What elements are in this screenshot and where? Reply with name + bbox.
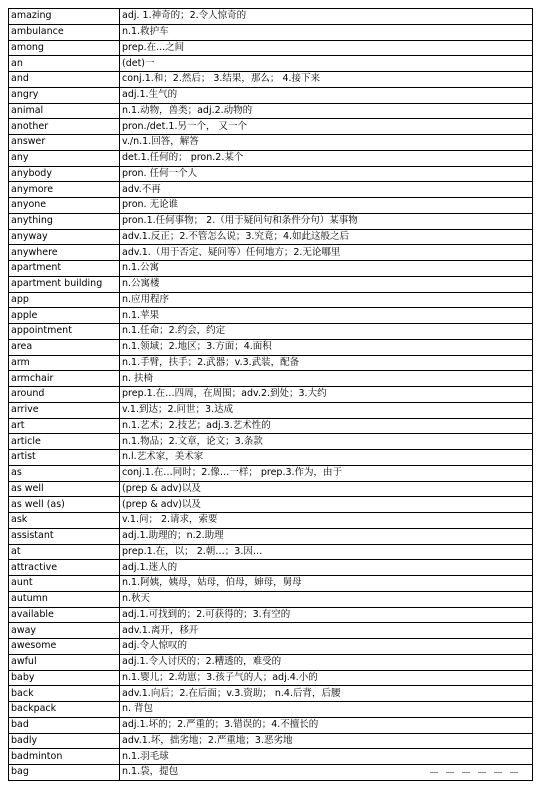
vocab-word: as well: [9, 481, 120, 497]
vocab-definition: (det)一: [120, 56, 533, 72]
vocab-word: answer: [9, 135, 120, 151]
vocab-word: art: [9, 418, 120, 434]
vocabulary-table: [8, 8, 533, 781]
vocab-word: among: [9, 40, 120, 56]
vocab-row: [9, 481, 533, 497]
vocab-definition: pron./det.1.另一个， 又一个: [120, 119, 533, 135]
vocab-word: assistant: [9, 528, 120, 544]
vocab-row: [9, 371, 533, 387]
vocab-row: [9, 150, 533, 166]
vocab-word: artist: [9, 450, 120, 466]
bottom-right-decoration: [422, 768, 532, 778]
vocab-definition: adj.1.生气的: [120, 87, 533, 103]
vocab-definition: n.1.任命；2.约会，约定: [120, 324, 533, 340]
vocab-row: [9, 213, 533, 229]
vocab-row: [9, 245, 533, 261]
vocab-row: [9, 702, 533, 718]
vocab-row: [9, 135, 533, 151]
vocab-word: away: [9, 623, 120, 639]
vocab-row: [9, 497, 533, 513]
vocab-row: [9, 528, 533, 544]
vocab-word: app: [9, 292, 120, 308]
vocab-word: animal: [9, 103, 120, 119]
vocab-row: [9, 402, 533, 418]
vocab-word: at: [9, 544, 120, 560]
vocab-definition: n.应用程序: [120, 292, 533, 308]
vocab-row: [9, 56, 533, 72]
vocab-word: another: [9, 119, 120, 135]
vocab-row: [9, 261, 533, 277]
vocab-word: attractive: [9, 560, 120, 576]
vocab-definition: adv.1.离开，移开: [120, 623, 533, 639]
vocab-word: apple: [9, 308, 120, 324]
vocab-definition: n.1.苹果: [120, 308, 533, 324]
vocab-definition: (prep & adv)以及: [120, 497, 533, 513]
vocab-row: [9, 387, 533, 403]
vocab-row: [9, 686, 533, 702]
vocab-word: around: [9, 387, 120, 403]
vocab-word: article: [9, 434, 120, 450]
vocab-word: anyway: [9, 229, 120, 245]
vocab-definition: conj.1.和；2.然后； 3.结果，那么； 4.接下来: [120, 72, 533, 88]
vocab-row: [9, 450, 533, 466]
vocab-definition: pron.1.任何事物； 2.（用于疑问句和条件分句）某事物: [120, 213, 533, 229]
vocab-definition: n.公寓楼: [120, 276, 533, 292]
vocab-word: anything: [9, 213, 120, 229]
vocab-row: [9, 72, 533, 88]
vocab-definition: n. 背包: [120, 702, 533, 718]
vocab-word: an: [9, 56, 120, 72]
vocab-row: [9, 198, 533, 214]
vocab-word: apartment building: [9, 276, 120, 292]
vocab-definition: n.1.救护车: [120, 24, 533, 40]
vocab-row: [9, 733, 533, 749]
vocab-row: [9, 292, 533, 308]
vocab-word: arm: [9, 355, 120, 371]
vocab-definition: adj.1.迷人的: [120, 560, 533, 576]
vocab-row: [9, 308, 533, 324]
vocab-definition: n.1.羽毛球: [120, 749, 533, 765]
vocab-definition: n.1.物品；2.文章，论文；3.条款: [120, 434, 533, 450]
vocab-word: badly: [9, 733, 120, 749]
vocab-definition: adj.令人惊叹的: [120, 639, 533, 655]
vocab-row: [9, 87, 533, 103]
vocab-row: [9, 40, 533, 56]
vocab-definition: adv.1.向后；2.在后面；v.3.资助； n.4.后背，后腰: [120, 686, 533, 702]
vocab-definition: det.1.任何的； pron.2.某个: [120, 150, 533, 166]
vocab-word: awesome: [9, 639, 120, 655]
vocab-word: appointment: [9, 324, 120, 340]
vocab-word: badminton: [9, 749, 120, 765]
vocab-definition: n.秋天: [120, 591, 533, 607]
vocab-row: [9, 103, 533, 119]
vocab-word: available: [9, 607, 120, 623]
vocab-definition: adv.不再: [120, 182, 533, 198]
vocab-word: baby: [9, 670, 120, 686]
vocab-definition: v./n.1.回答，解答: [120, 135, 533, 151]
vocab-row: [9, 465, 533, 481]
vocab-row: [9, 544, 533, 560]
vocab-definition: n.1.领域；2.地区；3.方面；4.面积: [120, 339, 533, 355]
vocab-row: [9, 717, 533, 733]
vocab-word: aunt: [9, 576, 120, 592]
vocab-word: angry: [9, 87, 120, 103]
vocab-word: any: [9, 150, 120, 166]
vocab-row: [9, 434, 533, 450]
vocab-definition: adj.1.助理的；n.2.助理: [120, 528, 533, 544]
vocab-row: [9, 355, 533, 371]
vocab-definition: n. 扶椅: [120, 371, 533, 387]
vocab-row: [9, 654, 533, 670]
vocab-word: amazing: [9, 9, 120, 25]
vocab-definition: n.1.婴儿；2.幼崽；3.孩子气的人；adj.4.小的: [120, 670, 533, 686]
vocab-definition: prep.1.在…四周，在周围；adv.2.到处；3.大约: [120, 387, 533, 403]
vocab-definition: conj.1.在…同时；2.像…一样； prep.3.作为，由于: [120, 465, 533, 481]
vocab-word: apartment: [9, 261, 120, 277]
vocab-row: [9, 576, 533, 592]
vocabulary-table-body: [9, 9, 533, 781]
vocab-row: [9, 182, 533, 198]
vocab-definition: n.1.动物，兽类；adj.2.动物的: [120, 103, 533, 119]
vocab-definition: n.1.手臂，扶手；2.武器；v.3.武装，配备: [120, 355, 533, 371]
vocab-definition: pron. 无论谁: [120, 198, 533, 214]
vocab-word: armchair: [9, 371, 120, 387]
vocab-row: [9, 418, 533, 434]
vocab-word: awful: [9, 654, 120, 670]
vocab-row: [9, 591, 533, 607]
vocab-definition: n.1.艺术；2.技艺；adj.3.艺术性的: [120, 418, 533, 434]
vocab-definition: adj.1.坏的；2.严重的；3.错误的；4.不擅长的: [120, 717, 533, 733]
vocab-definition: n.1.公寓: [120, 261, 533, 277]
vocab-row: [9, 513, 533, 529]
vocab-definition: adv.1.（用于否定、疑问等）任何地方；2.无论哪里: [120, 245, 533, 261]
vocab-word: back: [9, 686, 120, 702]
vocab-definition: adj.1.令人讨厌的；2.糟透的，难受的: [120, 654, 533, 670]
vocab-word: as well (as): [9, 497, 120, 513]
vocab-row: [9, 560, 533, 576]
vocab-definition: adj. 1.神奇的；2.令人惊奇的: [120, 9, 533, 25]
vocab-definition: adv.1.反正；2.不管怎么说；3.究竟；4.如此这般之后: [120, 229, 533, 245]
vocab-row: [9, 749, 533, 765]
vocab-row: [9, 670, 533, 686]
vocab-word: area: [9, 339, 120, 355]
vocab-definition: adj.1.可找到的；2.可获得的；3.有空的: [120, 607, 533, 623]
vocab-word: anybody: [9, 166, 120, 182]
vocab-word: bag: [9, 765, 120, 781]
vocab-row: [9, 119, 533, 135]
vocab-row: [9, 607, 533, 623]
vocab-definition: adv.1.坏，拙劣地；2.严重地；3.恶劣地: [120, 733, 533, 749]
vocab-row: [9, 229, 533, 245]
vocab-row: [9, 166, 533, 182]
vocab-word: as: [9, 465, 120, 481]
vocab-definition: n.l.艺术家，美术家: [120, 450, 533, 466]
vocab-row: [9, 339, 533, 355]
vocab-row: [9, 24, 533, 40]
vocab-definition: v.1.问； 2.请求，索要: [120, 513, 533, 529]
vocab-word: anywhere: [9, 245, 120, 261]
vocab-definition: pron. 任何一个人: [120, 166, 533, 182]
vocab-word: bad: [9, 717, 120, 733]
vocab-word: ambulance: [9, 24, 120, 40]
vocab-word: autumn: [9, 591, 120, 607]
vocab-definition: v.1.到达；2.问世；3.达成: [120, 402, 533, 418]
vocab-word: backpack: [9, 702, 120, 718]
vocab-word: anyone: [9, 198, 120, 214]
vocab-definition: n.1.阿姨，姨母，姑母，伯母，婶母，舅母: [120, 576, 533, 592]
vocab-row: [9, 623, 533, 639]
vocab-row: [9, 639, 533, 655]
vocab-word: ask: [9, 513, 120, 529]
vocab-definition: (prep & adv)以及: [120, 481, 533, 497]
vocab-row: [9, 324, 533, 340]
vocab-definition: prep.在...之间: [120, 40, 533, 56]
vocab-definition: n.1.袋，提包: [120, 765, 533, 781]
vocab-row: [9, 9, 533, 25]
vocab-word: and: [9, 72, 120, 88]
vocab-definition: prep.1.在，以； 2.朝…；3.因…: [120, 544, 533, 560]
vocab-word: anymore: [9, 182, 120, 198]
vocab-word: arrive: [9, 402, 120, 418]
vocab-row: [9, 276, 533, 292]
